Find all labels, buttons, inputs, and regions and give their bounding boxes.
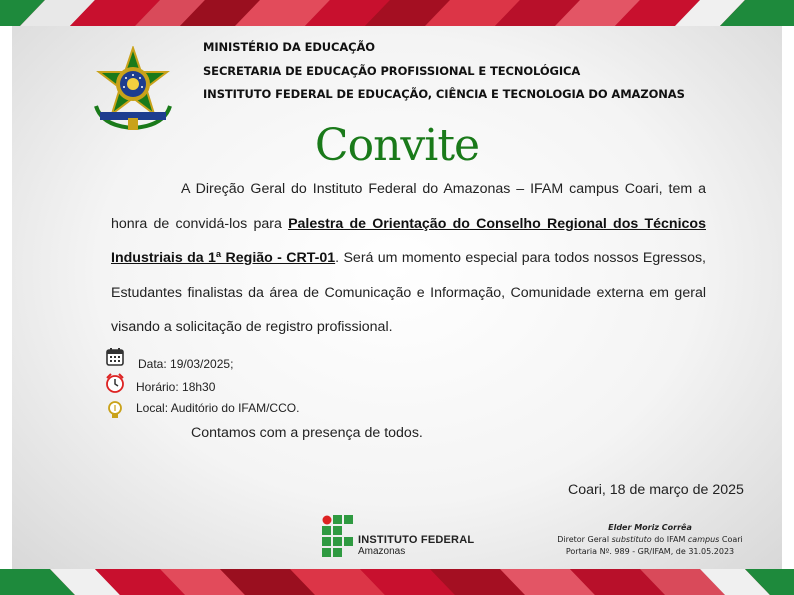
bottom-decorative-stripe [0,569,794,595]
logo-name: INSTITUTO FEDERAL [358,534,475,546]
closing-text: Contamos com a presença de todos. [191,425,423,441]
invitation-title: Convite [314,120,480,171]
signatory-role: Diretor Geral substituto do IFAM campus Coari [557,535,743,544]
header-institute: INSTITUTO FEDERAL DE EDUCAÇÃO, CIÊNCIA E TECNOLOGIA DO AMAZONAS [203,87,685,101]
event-title: Palestra de Orientação do Conselho Regional dos Técnicos Industriais da 1ª Região - CRT-01 [111,215,706,266]
body-intro: A Direção Geral do Instituto Federal do Amazonas – IFAM campus Coari, tem a honra de convidá-los para [111,181,706,232]
header-ministry: MINISTÉRIO DA EDUCAÇÃO [203,40,375,54]
signatory-ordinance: Portaria Nº. 989 - GR/IFAM, de 31.05.2023 [565,547,735,556]
if-logo-icon [322,515,354,557]
signature-block [545,522,755,558]
event-location: Local: Auditório do IFAM/CCO. [136,401,300,415]
invitation-body [111,172,706,345]
signatory-name: Elder Moriz Corrêa [608,523,692,532]
lightbulb-icon [104,399,126,421]
body-rest: . Será um momento especial para todos nossos Egressos, Estudantes finalistas da área de Comunicação e Informação, Comunidade externa em geral visando a solicitação de registro profissional. [111,250,706,335]
calendar-icon [104,346,126,368]
alarm-clock-icon [104,372,126,394]
event-date: Data: 19/03/2025; [138,357,234,371]
event-time: Horário: 18h30 [136,380,216,394]
header-secretariat: SECRETARIA DE EDUCAÇÃO PROFISSIONAL E TECNOLÓGICA [203,64,581,78]
logo-subtitle: Amazonas [358,546,406,557]
place-and-date: Coari, 18 de março de 2025 [568,482,744,498]
instituto-federal-logo [322,515,482,560]
top-decorative-stripe [0,0,794,26]
